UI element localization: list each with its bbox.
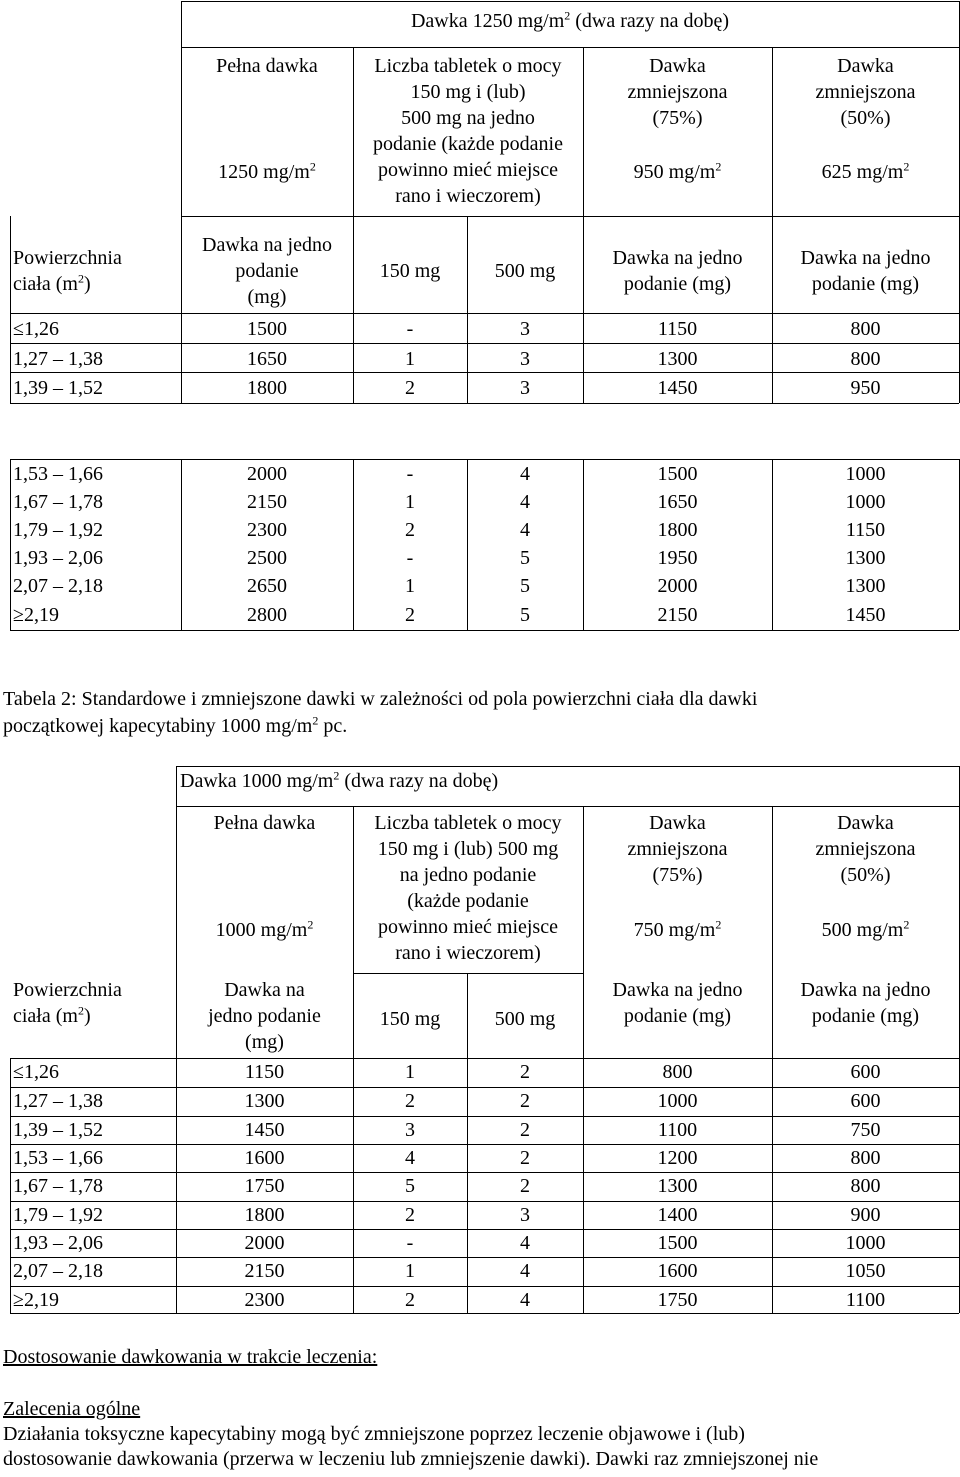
t1-reduced75-dose-header: Dawka na jedno podanie (mg) — [612, 247, 743, 295]
t1-reduced50-dose-header: Dawka na jedno podanie (mg) — [800, 247, 931, 295]
t1-reduced75-header: Dawka zmniejszona (75%) — [627, 55, 728, 129]
t2-full-dose-label: Pełna dawka — [213, 812, 316, 834]
t1-full-dose-value: 1250 $mg/m^2$ — [218, 159, 316, 183]
t1-dose-per-admin-header: Dawka na jedno podanie (mg) — [202, 234, 332, 308]
section-body-line: Działania toksyczne kapecytabiny mogą być zmniejszone poprzez leczenie objawowe i (lub) — [3, 1423, 745, 1445]
t2-col-500: 500 mg — [494, 1008, 556, 1030]
t1-reduced50-value: 625 $mg/m^2$ — [821, 159, 910, 183]
t2-col-150: 150 mg — [379, 1008, 441, 1030]
section-heading-general: Zalecenia ogólne — [3, 1398, 141, 1420]
t2-reduced75-value: 750 $mg/m^2$ — [633, 917, 722, 941]
t2-dose-per-admin-header: Dawka na jedno podanie (mg) — [208, 979, 321, 1053]
t1-reduced75-value: 950 $mg/m^2$ — [633, 159, 722, 183]
t2-reduced75-header: Dawka zmniejszona (75%) — [627, 812, 728, 886]
t2-reduced50-value: 500 $mg/m^2$ — [821, 917, 910, 941]
t1-reduced50-header: Dawka zmniejszona (50%) — [815, 55, 916, 129]
section-body-line: dostosowanie dawkowania (przerwa w leczeniu lub zmniejszenie dawki). Dawki raz zmniejszonej nie — [3, 1448, 819, 1470]
t1-tablets-header: Liczba tabletek o mocy 150 mg i (lub) 500 mg na jedno podanie (każde podanie powinno mieć miejsce rano i wieczorem) — [373, 55, 563, 207]
t1-bsa-header: Powierzchnia ciała $(m^2)$ — [13, 247, 122, 295]
table-1-title: Dawka 1250 $mg/m^2$ (dwa razy na dobę) — [410, 8, 730, 32]
table-2-title: Dawka 1000 $mg/m^2$ (dwa razy na dobę) — [180, 768, 499, 792]
t1-col-150: 150 mg — [379, 260, 441, 282]
t2-full-dose-value: 1000 $mg/m^2$ — [215, 917, 314, 941]
t1-col-500: 500 mg — [494, 260, 556, 282]
t2-reduced50-header: Dawka zmniejszona (50%) — [815, 812, 916, 886]
t2-tablets-header: Liczba tabletek o mocy 150 mg i (lub) 500 mg na jedno podanie (każde podanie powinno mieć miejsce rano i wieczorem) — [374, 812, 562, 964]
t2-reduced75-dose-header: Dawka na jedno podanie (mg) — [612, 979, 743, 1027]
t2-reduced50-dose-header: Dawka na jedno podanie (mg) — [800, 979, 931, 1027]
section-heading-dose-adjustment: Dostosowanie dawkowania w trakcie leczenia: — [3, 1346, 378, 1368]
t2-bsa-header: Powierzchnia ciała $(m^2)$ — [13, 979, 122, 1027]
t1-full-dose-label: Pełna dawka — [216, 55, 318, 77]
